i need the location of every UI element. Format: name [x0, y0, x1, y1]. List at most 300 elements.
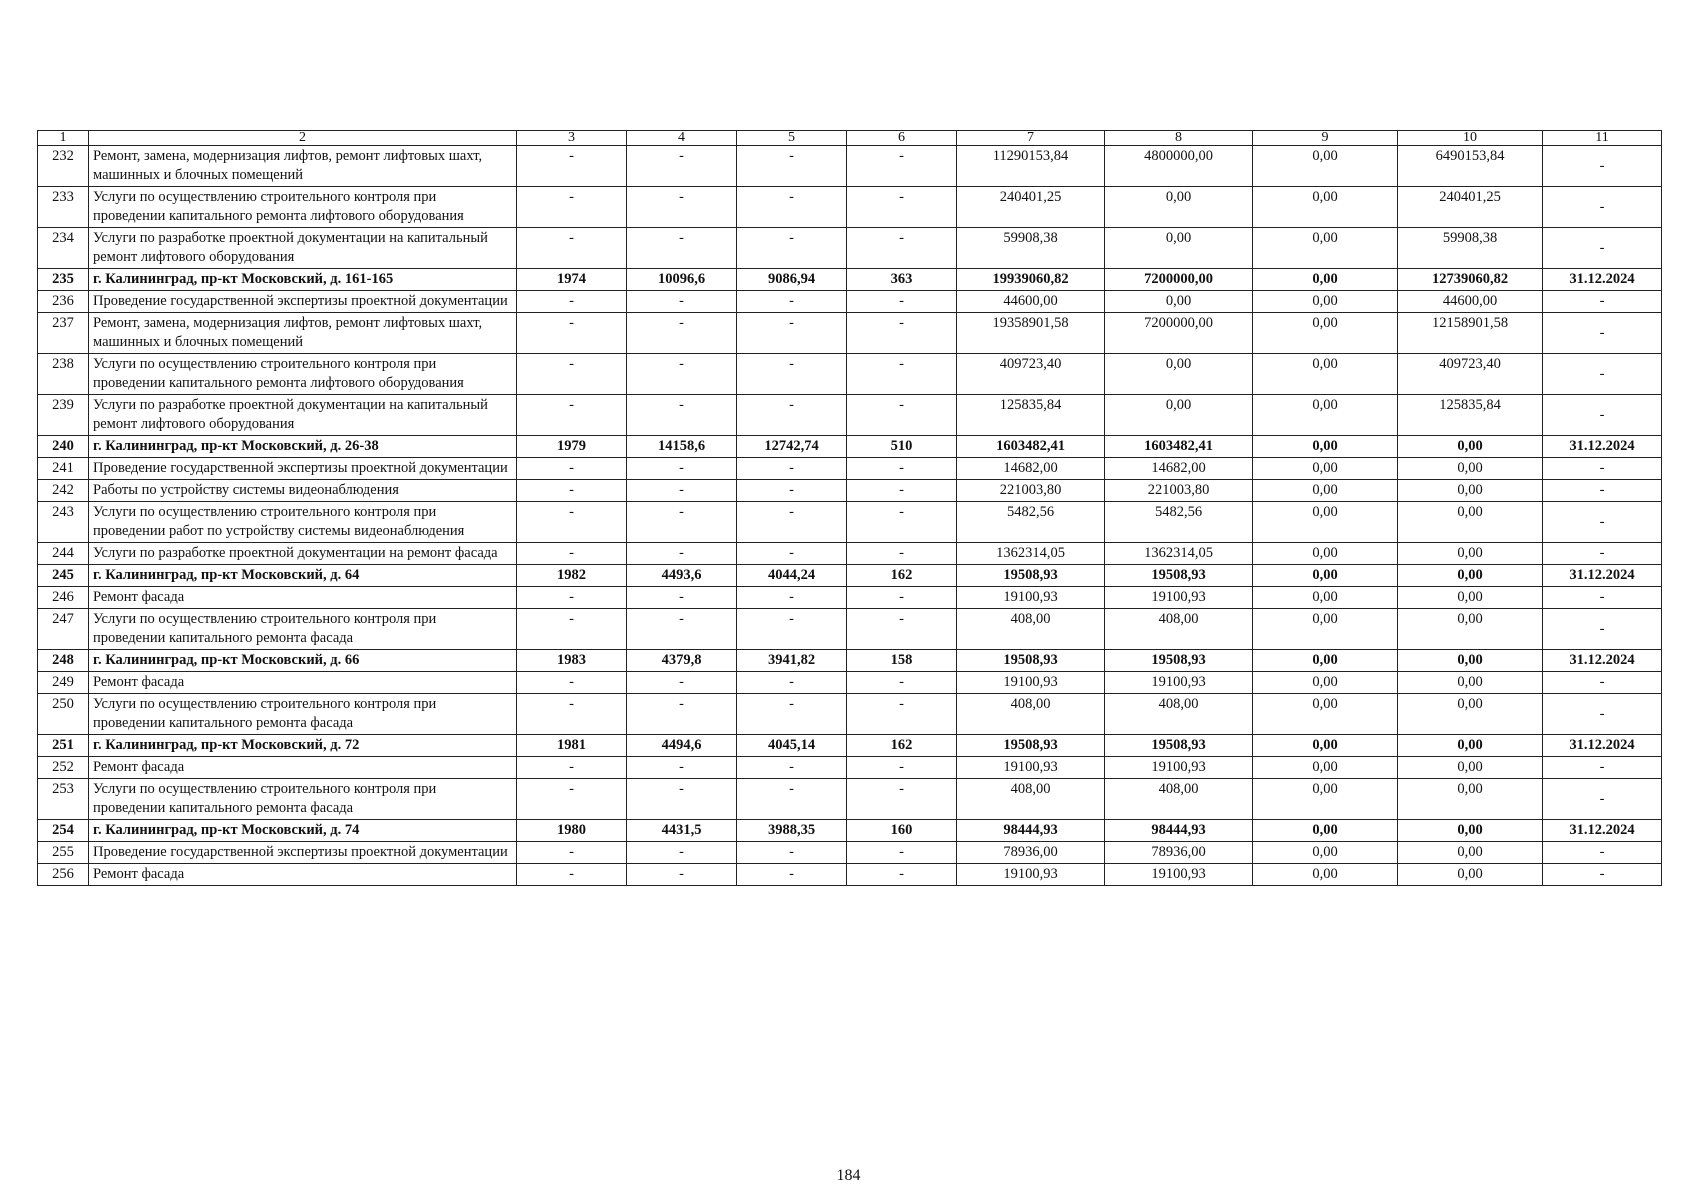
- residents-cell: -: [847, 395, 957, 436]
- residents-cell: 160: [847, 820, 957, 842]
- total-cost-cell: 14682,00: [957, 458, 1105, 480]
- owner-cost-cell: 0,00: [1398, 436, 1543, 458]
- completion-date-cell: -: [1543, 587, 1662, 609]
- living-area-cell: -: [737, 395, 847, 436]
- row-number-cell: 251: [38, 735, 89, 757]
- table-row-work-item: [38, 313, 1662, 354]
- total-area-cell: -: [627, 694, 737, 735]
- row-number-cell: 247: [38, 609, 89, 650]
- fund-cost-cell: 7200000,00: [1105, 269, 1253, 291]
- row-number-cell: 233: [38, 187, 89, 228]
- table-row-work-item: [38, 694, 1662, 735]
- fund-cost-cell: 14682,00: [1105, 458, 1253, 480]
- table-row-work-item: [38, 587, 1662, 609]
- residents-cell: -: [847, 672, 957, 694]
- fund-cost-cell: 98444,93: [1105, 820, 1253, 842]
- owner-cost-cell: 0,00: [1398, 694, 1543, 735]
- row-number-cell: 232: [38, 146, 89, 187]
- total-area-cell: 14158,6: [627, 436, 737, 458]
- total-area-cell: -: [627, 480, 737, 502]
- owner-cost-cell: 0,00: [1398, 543, 1543, 565]
- completion-date-cell: -: [1543, 543, 1662, 565]
- table-row-address: [38, 565, 1662, 587]
- total-area-cell: -: [627, 757, 737, 779]
- budget-cost-cell: 0,00: [1253, 609, 1398, 650]
- budget-cost-cell: 0,00: [1253, 313, 1398, 354]
- total-cost-cell: 409723,40: [957, 354, 1105, 395]
- fund-cost-cell: 78936,00: [1105, 842, 1253, 864]
- fund-cost-cell: 1603482,41: [1105, 436, 1253, 458]
- budget-cost-cell: 0,00: [1253, 757, 1398, 779]
- page-number: 184: [836, 1167, 861, 1184]
- total-cost-cell: 19100,93: [957, 672, 1105, 694]
- total-cost-cell: 19100,93: [957, 587, 1105, 609]
- fund-cost-cell: 5482,56: [1105, 502, 1253, 543]
- row-description-cell: Проведение государственной экспертизы проектной документации: [89, 291, 517, 313]
- build-year-cell: -: [517, 395, 627, 436]
- living-area-cell: -: [737, 313, 847, 354]
- total-area-cell: -: [627, 395, 737, 436]
- row-description-cell: г. Калининград, пр-кт Московский, д. 161-165: [89, 269, 517, 291]
- living-area-cell: 9086,94: [737, 269, 847, 291]
- total-cost-cell: 44600,00: [957, 291, 1105, 313]
- row-description-cell: г. Калининград, пр-кт Московский, д. 64: [89, 565, 517, 587]
- residents-cell: 363: [847, 269, 957, 291]
- budget-cost-cell: 0,00: [1253, 587, 1398, 609]
- column-header-1: 1: [38, 131, 89, 146]
- table-row-work-item: [38, 609, 1662, 650]
- row-description-cell: Услуги по разработке проектной документации на ремонт фасада: [89, 543, 517, 565]
- budget-cost-cell: 0,00: [1253, 779, 1398, 820]
- residents-cell: 510: [847, 436, 957, 458]
- build-year-cell: -: [517, 694, 627, 735]
- build-year-cell: -: [517, 543, 627, 565]
- owner-cost-cell: 0,00: [1398, 609, 1543, 650]
- total-cost-cell: 19508,93: [957, 735, 1105, 757]
- living-area-cell: -: [737, 354, 847, 395]
- row-number-cell: 253: [38, 779, 89, 820]
- completion-date-cell: 31.12.2024: [1543, 735, 1662, 757]
- table-row-work-item: [38, 187, 1662, 228]
- table-row-work-item: [38, 228, 1662, 269]
- residents-cell: -: [847, 757, 957, 779]
- total-area-cell: -: [627, 587, 737, 609]
- budget-cost-cell: 0,00: [1253, 842, 1398, 864]
- owner-cost-cell: 125835,84: [1398, 395, 1543, 436]
- total-area-cell: -: [627, 228, 737, 269]
- row-number-cell: 240: [38, 436, 89, 458]
- build-year-cell: 1983: [517, 650, 627, 672]
- row-number-cell: 248: [38, 650, 89, 672]
- completion-date-cell: 31.12.2024: [1543, 565, 1662, 587]
- total-cost-cell: 125835,84: [957, 395, 1105, 436]
- fund-cost-cell: 19100,93: [1105, 587, 1253, 609]
- build-year-cell: 1982: [517, 565, 627, 587]
- row-description-cell: Услуги по осуществлению строительного контроля при проведении капитального ремонта фасада: [89, 779, 517, 820]
- build-year-cell: -: [517, 779, 627, 820]
- total-cost-cell: 19100,93: [957, 864, 1105, 886]
- total-area-cell: -: [627, 672, 737, 694]
- column-header-8: 8: [1105, 131, 1253, 146]
- completion-date-cell: -: [1543, 779, 1662, 820]
- budget-cost-cell: 0,00: [1253, 395, 1398, 436]
- fund-cost-cell: 19508,93: [1105, 565, 1253, 587]
- row-number-cell: 235: [38, 269, 89, 291]
- row-number-cell: 244: [38, 543, 89, 565]
- budget-cost-cell: 0,00: [1253, 565, 1398, 587]
- row-number-cell: 255: [38, 842, 89, 864]
- column-header-4: 4: [627, 131, 737, 146]
- fund-cost-cell: 0,00: [1105, 354, 1253, 395]
- budget-cost-cell: 0,00: [1253, 354, 1398, 395]
- owner-cost-cell: 0,00: [1398, 565, 1543, 587]
- owner-cost-cell: 12739060,82: [1398, 269, 1543, 291]
- total-area-cell: -: [627, 779, 737, 820]
- column-header-11: 11: [1543, 131, 1662, 146]
- total-area-cell: -: [627, 187, 737, 228]
- build-year-cell: 1980: [517, 820, 627, 842]
- completion-date-cell: 31.12.2024: [1543, 650, 1662, 672]
- build-year-cell: -: [517, 458, 627, 480]
- build-year-cell: -: [517, 228, 627, 269]
- build-year-cell: 1974: [517, 269, 627, 291]
- row-number-cell: 249: [38, 672, 89, 694]
- table-row-work-item: [38, 864, 1662, 886]
- budget-cost-cell: 0,00: [1253, 650, 1398, 672]
- total-cost-cell: 19508,93: [957, 650, 1105, 672]
- living-area-cell: -: [737, 757, 847, 779]
- build-year-cell: 1981: [517, 735, 627, 757]
- row-number-cell: 234: [38, 228, 89, 269]
- total-area-cell: -: [627, 313, 737, 354]
- budget-cost-cell: 0,00: [1253, 543, 1398, 565]
- fund-cost-cell: 19100,93: [1105, 864, 1253, 886]
- owner-cost-cell: 44600,00: [1398, 291, 1543, 313]
- build-year-cell: -: [517, 864, 627, 886]
- total-cost-cell: 240401,25: [957, 187, 1105, 228]
- row-description-cell: Проведение государственной экспертизы проектной документации: [89, 842, 517, 864]
- row-number-cell: 250: [38, 694, 89, 735]
- completion-date-cell: -: [1543, 480, 1662, 502]
- total-cost-cell: 19100,93: [957, 757, 1105, 779]
- living-area-cell: -: [737, 480, 847, 502]
- living-area-cell: -: [737, 146, 847, 187]
- residents-cell: 162: [847, 735, 957, 757]
- row-description-cell: Услуги по осуществлению строительного контроля при проведении капитального ремонта фасада: [89, 609, 517, 650]
- completion-date-cell: -: [1543, 395, 1662, 436]
- fund-cost-cell: 0,00: [1105, 291, 1253, 313]
- completion-date-cell: -: [1543, 502, 1662, 543]
- build-year-cell: 1979: [517, 436, 627, 458]
- total-area-cell: -: [627, 354, 737, 395]
- residents-cell: -: [847, 779, 957, 820]
- residents-cell: -: [847, 842, 957, 864]
- completion-date-cell: -: [1543, 842, 1662, 864]
- owner-cost-cell: 0,00: [1398, 502, 1543, 543]
- owner-cost-cell: 0,00: [1398, 864, 1543, 886]
- residents-cell: -: [847, 187, 957, 228]
- column-header-2: 2: [89, 131, 517, 146]
- living-area-cell: -: [737, 864, 847, 886]
- living-area-cell: -: [737, 609, 847, 650]
- budget-cost-cell: 0,00: [1253, 820, 1398, 842]
- total-cost-cell: 11290153,84: [957, 146, 1105, 187]
- budget-cost-cell: 0,00: [1253, 269, 1398, 291]
- living-area-cell: -: [737, 502, 847, 543]
- fund-cost-cell: 221003,80: [1105, 480, 1253, 502]
- table-row-work-item: [38, 458, 1662, 480]
- total-cost-cell: 408,00: [957, 779, 1105, 820]
- living-area-cell: -: [737, 779, 847, 820]
- budget-cost-cell: 0,00: [1253, 480, 1398, 502]
- budget-cost-cell: 0,00: [1253, 458, 1398, 480]
- budget-cost-cell: 0,00: [1253, 187, 1398, 228]
- residents-cell: -: [847, 146, 957, 187]
- build-year-cell: -: [517, 672, 627, 694]
- fund-cost-cell: 408,00: [1105, 694, 1253, 735]
- residents-cell: -: [847, 609, 957, 650]
- total-area-cell: -: [627, 502, 737, 543]
- build-year-cell: -: [517, 146, 627, 187]
- completion-date-cell: -: [1543, 694, 1662, 735]
- owner-cost-cell: 0,00: [1398, 757, 1543, 779]
- total-area-cell: -: [627, 458, 737, 480]
- row-number-cell: 254: [38, 820, 89, 842]
- living-area-cell: -: [737, 291, 847, 313]
- column-header-6: 6: [847, 131, 957, 146]
- owner-cost-cell: 0,00: [1398, 779, 1543, 820]
- table-row-work-item: [38, 543, 1662, 565]
- total-cost-cell: 221003,80: [957, 480, 1105, 502]
- residents-cell: 158: [847, 650, 957, 672]
- completion-date-cell: -: [1543, 313, 1662, 354]
- residents-cell: -: [847, 291, 957, 313]
- row-description-cell: Ремонт фасада: [89, 587, 517, 609]
- budget-cost-cell: 0,00: [1253, 864, 1398, 886]
- owner-cost-cell: 0,00: [1398, 820, 1543, 842]
- total-cost-cell: 1603482,41: [957, 436, 1105, 458]
- residents-cell: -: [847, 587, 957, 609]
- column-header-9: 9: [1253, 131, 1398, 146]
- residents-cell: -: [847, 458, 957, 480]
- total-area-cell: 4493,6: [627, 565, 737, 587]
- completion-date-cell: -: [1543, 458, 1662, 480]
- fund-cost-cell: 0,00: [1105, 395, 1253, 436]
- total-cost-cell: 78936,00: [957, 842, 1105, 864]
- build-year-cell: -: [517, 502, 627, 543]
- living-area-cell: 3941,82: [737, 650, 847, 672]
- budget-cost-cell: 0,00: [1253, 291, 1398, 313]
- row-description-cell: Работы по устройству системы видеонаблюдения: [89, 480, 517, 502]
- total-cost-cell: 59908,38: [957, 228, 1105, 269]
- row-description-cell: Ремонт фасада: [89, 757, 517, 779]
- row-number-cell: 246: [38, 587, 89, 609]
- row-number-cell: 241: [38, 458, 89, 480]
- row-description-cell: Ремонт, замена, модернизация лифтов, ремонт лифтовых шахт, машинных и блочных помещений: [89, 146, 517, 187]
- total-cost-cell: 1362314,05: [957, 543, 1105, 565]
- row-description-cell: г. Калининград, пр-кт Московский, д. 74: [89, 820, 517, 842]
- table-row-address: [38, 735, 1662, 757]
- row-description-cell: Услуги по осуществлению строительного контроля при проведении капитального ремонта фасада: [89, 694, 517, 735]
- fund-cost-cell: 1362314,05: [1105, 543, 1253, 565]
- column-number-header-row: [38, 131, 1662, 146]
- total-area-cell: 10096,6: [627, 269, 737, 291]
- owner-cost-cell: 0,00: [1398, 650, 1543, 672]
- living-area-cell: -: [737, 458, 847, 480]
- total-cost-cell: 19508,93: [957, 565, 1105, 587]
- build-year-cell: -: [517, 587, 627, 609]
- build-year-cell: -: [517, 187, 627, 228]
- table-row-address: [38, 820, 1662, 842]
- total-area-cell: -: [627, 291, 737, 313]
- table-row-address: [38, 650, 1662, 672]
- column-header-7: 7: [957, 131, 1105, 146]
- completion-date-cell: 31.12.2024: [1543, 820, 1662, 842]
- budget-cost-cell: 0,00: [1253, 146, 1398, 187]
- fund-cost-cell: 408,00: [1105, 779, 1253, 820]
- total-cost-cell: 408,00: [957, 609, 1105, 650]
- living-area-cell: -: [737, 694, 847, 735]
- residents-cell: -: [847, 480, 957, 502]
- residents-cell: -: [847, 228, 957, 269]
- completion-date-cell: -: [1543, 291, 1662, 313]
- total-area-cell: -: [627, 609, 737, 650]
- fund-cost-cell: 4800000,00: [1105, 146, 1253, 187]
- fund-cost-cell: 7200000,00: [1105, 313, 1253, 354]
- owner-cost-cell: 0,00: [1398, 587, 1543, 609]
- row-number-cell: 239: [38, 395, 89, 436]
- living-area-cell: -: [737, 587, 847, 609]
- completion-date-cell: 31.12.2024: [1543, 436, 1662, 458]
- row-number-cell: 238: [38, 354, 89, 395]
- completion-date-cell: -: [1543, 228, 1662, 269]
- budget-cost-cell: 0,00: [1253, 694, 1398, 735]
- living-area-cell: -: [737, 672, 847, 694]
- row-description-cell: Ремонт фасада: [89, 864, 517, 886]
- completion-date-cell: -: [1543, 757, 1662, 779]
- table-row-address: [38, 269, 1662, 291]
- column-header-10: 10: [1398, 131, 1543, 146]
- build-year-cell: -: [517, 757, 627, 779]
- residents-cell: 162: [847, 565, 957, 587]
- owner-cost-cell: 409723,40: [1398, 354, 1543, 395]
- row-description-cell: г. Калининград, пр-кт Московский, д. 66: [89, 650, 517, 672]
- living-area-cell: 4045,14: [737, 735, 847, 757]
- table-row-work-item: [38, 395, 1662, 436]
- row-number-cell: 252: [38, 757, 89, 779]
- build-year-cell: -: [517, 842, 627, 864]
- fund-cost-cell: 19508,93: [1105, 735, 1253, 757]
- owner-cost-cell: 0,00: [1398, 458, 1543, 480]
- owner-cost-cell: 0,00: [1398, 480, 1543, 502]
- column-header-5: 5: [737, 131, 847, 146]
- row-description-cell: г. Калининград, пр-кт Московский, д. 72: [89, 735, 517, 757]
- fund-cost-cell: 19508,93: [1105, 650, 1253, 672]
- row-description-cell: г. Калининград, пр-кт Московский, д. 26-38: [89, 436, 517, 458]
- residents-cell: -: [847, 354, 957, 395]
- row-number-cell: 242: [38, 480, 89, 502]
- total-cost-cell: 408,00: [957, 694, 1105, 735]
- row-number-cell: 237: [38, 313, 89, 354]
- row-description-cell: Проведение государственной экспертизы проектной документации: [89, 458, 517, 480]
- row-number-cell: 243: [38, 502, 89, 543]
- owner-cost-cell: 0,00: [1398, 842, 1543, 864]
- completion-date-cell: -: [1543, 864, 1662, 886]
- completion-date-cell: -: [1543, 672, 1662, 694]
- living-area-cell: -: [737, 228, 847, 269]
- living-area-cell: -: [737, 543, 847, 565]
- budget-table: [37, 130, 1662, 886]
- table-row-address: [38, 436, 1662, 458]
- owner-cost-cell: 0,00: [1398, 672, 1543, 694]
- total-cost-cell: 19358901,58: [957, 313, 1105, 354]
- living-area-cell: -: [737, 187, 847, 228]
- build-year-cell: -: [517, 480, 627, 502]
- table-row-work-item: [38, 146, 1662, 187]
- row-number-cell: 245: [38, 565, 89, 587]
- budget-cost-cell: 0,00: [1253, 228, 1398, 269]
- total-cost-cell: 19939060,82: [957, 269, 1105, 291]
- budget-cost-cell: 0,00: [1253, 735, 1398, 757]
- table-row-work-item: [38, 354, 1662, 395]
- total-area-cell: 4379,8: [627, 650, 737, 672]
- total-cost-cell: 5482,56: [957, 502, 1105, 543]
- table-row-work-item: [38, 779, 1662, 820]
- table-row-work-item: [38, 502, 1662, 543]
- fund-cost-cell: 408,00: [1105, 609, 1253, 650]
- row-number-cell: 236: [38, 291, 89, 313]
- column-header-3: 3: [517, 131, 627, 146]
- completion-date-cell: 31.12.2024: [1543, 269, 1662, 291]
- budget-cost-cell: 0,00: [1253, 436, 1398, 458]
- total-area-cell: -: [627, 146, 737, 187]
- living-area-cell: 4044,24: [737, 565, 847, 587]
- table-row-work-item: [38, 480, 1662, 502]
- completion-date-cell: -: [1543, 146, 1662, 187]
- owner-cost-cell: 59908,38: [1398, 228, 1543, 269]
- fund-cost-cell: 19100,93: [1105, 757, 1253, 779]
- completion-date-cell: -: [1543, 609, 1662, 650]
- fund-cost-cell: 0,00: [1105, 228, 1253, 269]
- table-row-work-item: [38, 291, 1662, 313]
- row-description-cell: Услуги по осуществлению строительного контроля при проведении капитального ремонта лифтового оборудования: [89, 354, 517, 395]
- build-year-cell: -: [517, 609, 627, 650]
- fund-cost-cell: 19100,93: [1105, 672, 1253, 694]
- build-year-cell: -: [517, 291, 627, 313]
- residents-cell: -: [847, 502, 957, 543]
- total-area-cell: 4494,6: [627, 735, 737, 757]
- row-description-cell: Ремонт, замена, модернизация лифтов, ремонт лифтовых шахт, машинных и блочных помещений: [89, 313, 517, 354]
- owner-cost-cell: 0,00: [1398, 735, 1543, 757]
- residents-cell: -: [847, 694, 957, 735]
- total-area-cell: -: [627, 842, 737, 864]
- row-description-cell: Услуги по осуществлению строительного контроля при проведении капитального ремонта лифтового оборудования: [89, 187, 517, 228]
- row-description-cell: Ремонт фасада: [89, 672, 517, 694]
- row-description-cell: Услуги по осуществлению строительного контроля при проведении работ по устройству системы видеонаблюдения: [89, 502, 517, 543]
- living-area-cell: 3988,35: [737, 820, 847, 842]
- row-description-cell: Услуги по разработке проектной документации на капитальный ремонт лифтового оборудования: [89, 228, 517, 269]
- budget-cost-cell: 0,00: [1253, 672, 1398, 694]
- residents-cell: -: [847, 313, 957, 354]
- row-description-cell: Услуги по разработке проектной документации на капитальный ремонт лифтового оборудования: [89, 395, 517, 436]
- build-year-cell: -: [517, 313, 627, 354]
- owner-cost-cell: 6490153,84: [1398, 146, 1543, 187]
- total-cost-cell: 98444,93: [957, 820, 1105, 842]
- owner-cost-cell: 12158901,58: [1398, 313, 1543, 354]
- living-area-cell: 12742,74: [737, 436, 847, 458]
- completion-date-cell: -: [1543, 354, 1662, 395]
- completion-date-cell: -: [1543, 187, 1662, 228]
